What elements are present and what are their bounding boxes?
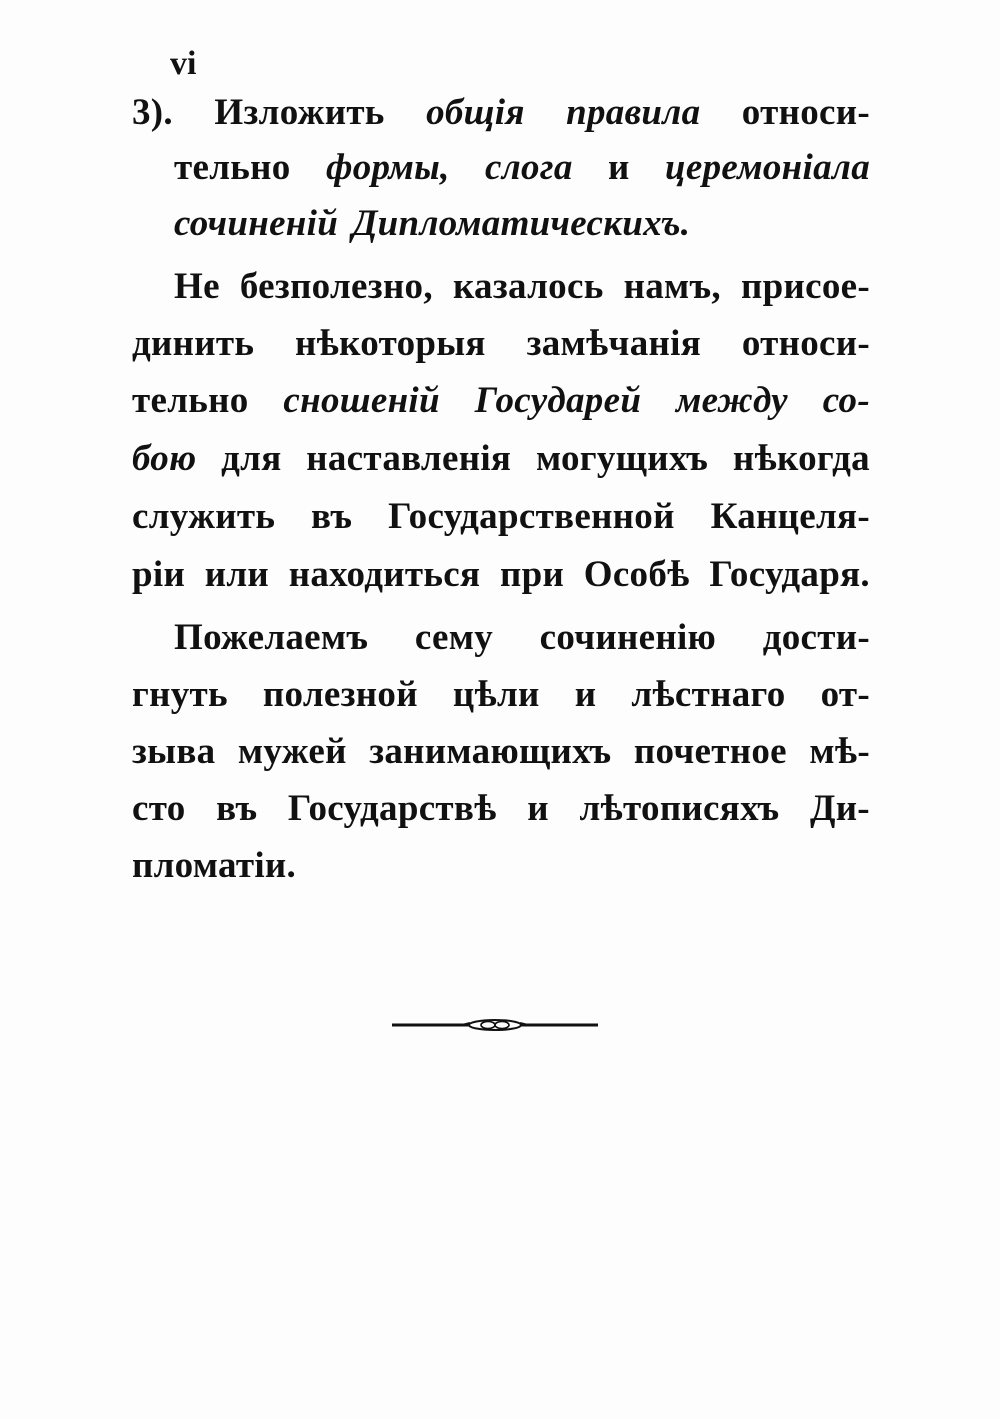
word: Ди- <box>809 788 870 829</box>
text-line <box>132 431 870 487</box>
word: мужей <box>237 731 347 772</box>
word: динить <box>132 323 255 364</box>
word: правила <box>566 92 701 133</box>
word: Дипломатическихъ. <box>352 203 691 244</box>
word: или <box>204 554 270 595</box>
word: находиться <box>288 554 481 595</box>
word: Особѣ <box>583 554 690 595</box>
word: лѣтописяхъ <box>579 788 780 829</box>
word: Канцеля- <box>710 496 870 537</box>
word: Изложить <box>214 92 385 133</box>
word: и <box>574 674 597 715</box>
word: слога <box>485 147 573 188</box>
word: Государей <box>474 380 642 421</box>
word: безполезно, <box>239 266 433 307</box>
word: въ <box>216 788 258 829</box>
text-line <box>132 838 870 894</box>
text-line <box>174 196 870 252</box>
word: Государя. <box>709 554 870 595</box>
word: со- <box>822 380 870 421</box>
text-line <box>132 373 870 429</box>
word: бою <box>132 438 197 479</box>
word: ріи <box>132 554 186 595</box>
word: для <box>221 438 282 479</box>
text-line <box>132 667 870 723</box>
page-number: vi <box>170 45 197 82</box>
text-line <box>132 547 870 603</box>
word: пломатіи. <box>132 845 297 886</box>
word: Государствѣ <box>287 788 497 829</box>
word: цѣли <box>452 674 540 715</box>
word: въ <box>311 496 353 537</box>
word: занимающихъ <box>369 731 612 772</box>
word: сочиненій <box>174 203 339 244</box>
word: относи- <box>741 92 870 133</box>
word: сношеній <box>283 380 440 421</box>
word: замѣчанія <box>526 323 702 364</box>
word: от- <box>820 674 870 715</box>
word: сочиненію <box>539 617 717 658</box>
text-line <box>132 85 870 141</box>
word: общія <box>426 92 525 133</box>
word: нѣкогда <box>732 438 870 479</box>
text-line <box>174 610 870 666</box>
word: сто <box>132 788 186 829</box>
word: при <box>499 554 565 595</box>
word: сему <box>414 617 494 658</box>
word: почетное <box>633 731 787 772</box>
word: между <box>676 380 788 421</box>
ornament-divider <box>392 1014 598 1036</box>
text-line <box>132 316 870 372</box>
word: тельно <box>132 380 249 421</box>
word: и <box>608 147 630 188</box>
text-line <box>132 724 870 780</box>
word: мѣ- <box>809 731 870 772</box>
word: 3). <box>132 92 173 133</box>
word: тельно <box>174 147 291 188</box>
text-line <box>174 259 870 315</box>
word: служить <box>132 496 276 537</box>
word: намъ, <box>623 266 721 307</box>
word: дости- <box>762 617 870 658</box>
text-line <box>132 781 870 837</box>
word: присое- <box>741 266 870 307</box>
word: казалось <box>452 266 604 307</box>
word: и <box>527 788 549 829</box>
word: наставленія <box>306 438 512 479</box>
word: зыва <box>132 731 216 772</box>
word: формы, <box>325 147 450 188</box>
word: Не <box>174 266 220 307</box>
text-line <box>174 140 870 196</box>
word: Пожелаемъ <box>174 617 369 658</box>
word: нѣкоторыя <box>295 323 486 364</box>
text-line <box>132 489 870 545</box>
word: церемоніала <box>665 147 870 188</box>
word: относи- <box>741 323 870 364</box>
word: Государственной <box>388 496 675 537</box>
word: полезной <box>262 674 418 715</box>
word: могущихъ <box>535 438 709 479</box>
word: гнуть <box>132 674 228 715</box>
word: лѣстнаго <box>631 674 786 715</box>
